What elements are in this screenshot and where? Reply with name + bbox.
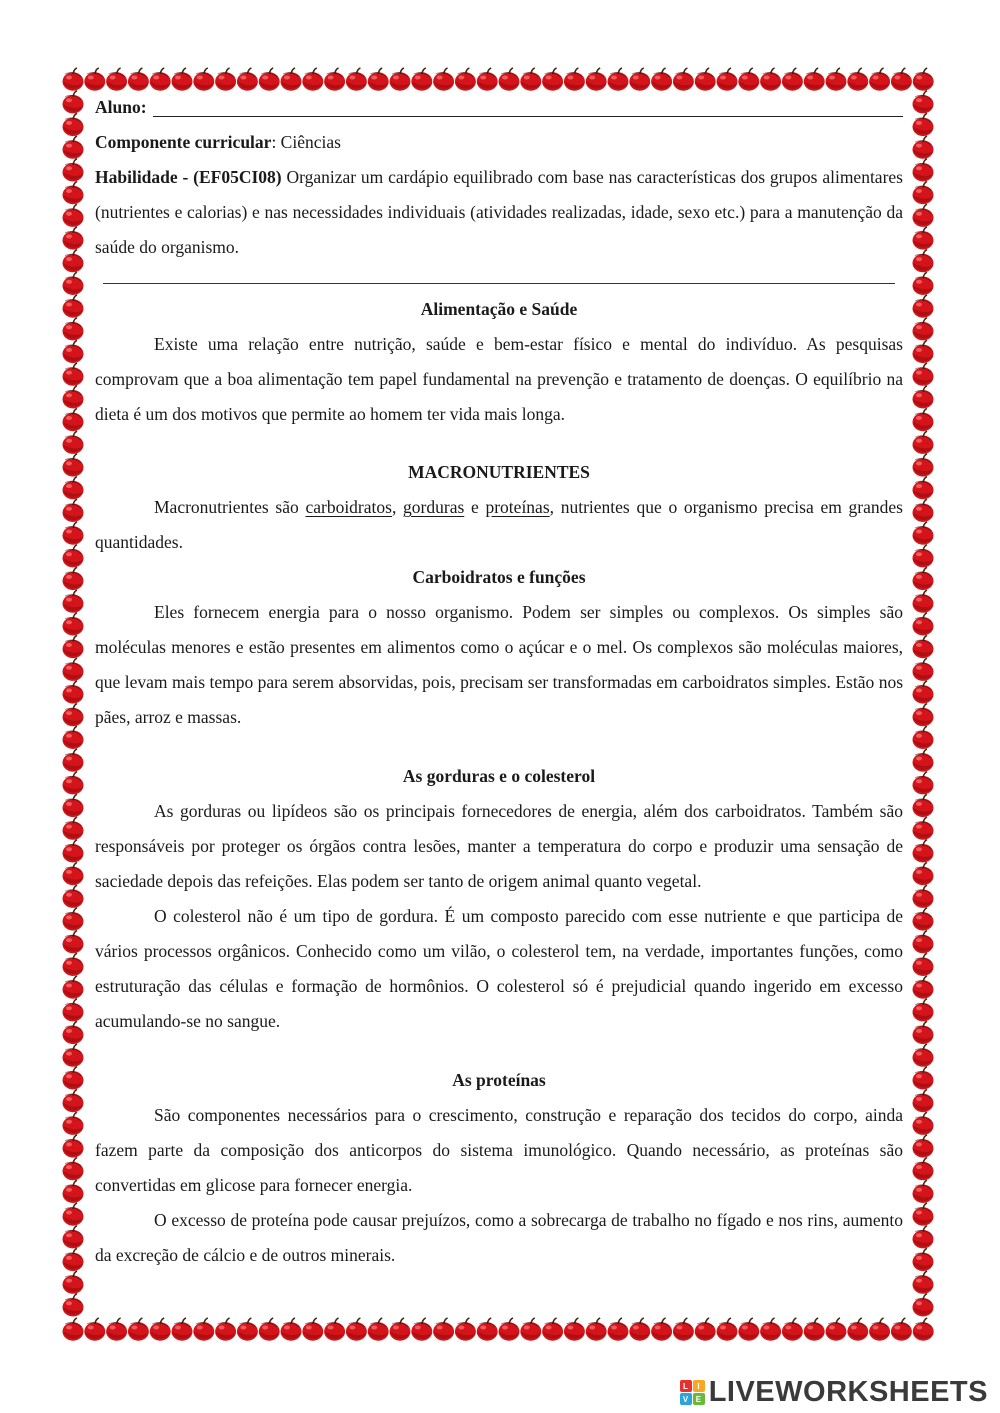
apple-icon <box>913 113 934 136</box>
apple-icon <box>302 1318 323 1341</box>
apple-icon <box>63 840 84 863</box>
worksheet-content <box>95 90 903 1273</box>
apple-icon <box>63 749 84 772</box>
apple-icon <box>63 1067 84 1090</box>
apple-icon <box>324 68 345 91</box>
apple-icon <box>281 68 302 91</box>
apple-icon <box>128 1318 149 1341</box>
term-gorduras: gorduras <box>403 497 465 517</box>
apple-icon <box>608 1318 629 1341</box>
apple-icon <box>63 1271 84 1294</box>
macro-sep2: e <box>464 497 486 517</box>
apple-icon <box>63 409 84 432</box>
apple-icon <box>673 68 694 91</box>
apple-icon <box>368 1318 389 1341</box>
apple-icon <box>629 1318 650 1341</box>
apple-icon <box>63 1318 84 1341</box>
apple-icon <box>913 885 934 908</box>
apple-icon <box>913 636 934 659</box>
apple-icon <box>913 272 934 295</box>
apple-icon <box>150 1318 171 1341</box>
apple-icon <box>302 68 323 91</box>
apple-icon <box>913 1067 934 1090</box>
macro-intro-start: Macronutrientes são <box>154 497 306 517</box>
apple-icon <box>215 1318 236 1341</box>
apple-icon <box>760 68 781 91</box>
apple-icon <box>433 68 454 91</box>
badge-letter: L <box>680 1380 692 1392</box>
section-title-carboidratos: Carboidratos e funções <box>412 567 586 587</box>
apple-icon <box>63 204 84 227</box>
skill-text: Organizar um cardápio equilibrado com base nas características dos grupos alimentares (nutrientes e calorias) e nas necessidades individuais (atividades realizadas, idade, sexo etc.) para a manutenção da saúde do organismo. <box>95 167 903 257</box>
apple-icon <box>433 1318 454 1341</box>
apple-icon <box>63 318 84 341</box>
apple-icon <box>259 1318 280 1341</box>
section-title-gorduras: As gorduras e o colesterol <box>402 766 596 786</box>
apple-icon <box>913 931 934 954</box>
apple-icon <box>215 68 236 91</box>
apple-icon <box>172 68 193 91</box>
apple-icon <box>651 68 672 91</box>
paragraph-gorduras-2: O colesterol não é um tipo de gordura. É um composto parecido com esse nutriente e que participa de vários processos orgânicos. Conhecido como um vilão, o colesterol tem, na verdade, importantes funções, como estruturação das células e formação de hormônios. O colesterol só é prejudicial quando ingerido em excesso acumulando-se no sangue. <box>95 906 903 1031</box>
apple-icon <box>913 454 934 477</box>
apple-icon <box>346 68 367 91</box>
apple-icon <box>390 68 411 91</box>
apple-icon <box>847 1318 868 1341</box>
paragraph-proteinas-2: O excesso de proteína pode causar prejuízos, como a sobrecarga de trabalho no fígado e nos rins, aumento da excreção de cálcio e de outros minerais. <box>95 1210 903 1265</box>
apple-icon <box>63 182 84 205</box>
apple-icon <box>564 1318 585 1341</box>
term-proteinas: proteínas <box>485 497 550 517</box>
apple-icon <box>629 68 650 91</box>
paragraph-proteinas-1: São componentes necessários para o crescimento, construção e reparação dos tecidos do corpo, ainda fazem parte da composição dos anticorpos do sistema imunológico. Quando necessário, as proteínas são convertidas em glicose para fornecer energia. <box>95 1105 903 1195</box>
apple-icon <box>63 272 84 295</box>
apple-icon <box>193 68 214 91</box>
apple-icon <box>63 431 84 454</box>
apple-icon <box>586 68 607 91</box>
apple-icon <box>913 1318 934 1341</box>
apple-icon <box>651 1318 672 1341</box>
apple-icon <box>63 1203 84 1226</box>
skill-description <box>95 160 903 265</box>
apple-icon <box>324 1318 345 1341</box>
student-name-row <box>95 90 903 125</box>
section-title-macronutrientes: MACRONUTRIENTES <box>408 462 590 482</box>
apple-icon <box>63 1248 84 1271</box>
apple-icon <box>913 250 934 273</box>
apple-icon <box>913 999 934 1022</box>
apple-icon <box>63 545 84 568</box>
apple-icon <box>913 908 934 931</box>
apple-icon <box>913 681 934 704</box>
badge-letter: V <box>680 1393 692 1405</box>
apple-icon <box>695 1318 716 1341</box>
apple-icon <box>913 499 934 522</box>
apple-icon <box>63 1294 84 1317</box>
section-title-proteinas: As proteínas <box>452 1070 546 1090</box>
component-label: Componente curricular <box>95 132 272 152</box>
apple-icon <box>542 68 563 91</box>
apple-icon <box>63 454 84 477</box>
apple-icon <box>63 953 84 976</box>
apple-icon <box>63 1090 84 1113</box>
apple-icon <box>63 681 84 704</box>
apple-icon <box>913 953 934 976</box>
term-carboidratos: carboidratos <box>305 497 392 517</box>
apple-icon <box>63 863 84 886</box>
apple-icon <box>63 68 84 91</box>
apple-icon <box>63 1226 84 1249</box>
apple-icon <box>128 68 149 91</box>
apple-icon <box>913 658 934 681</box>
apple-icon <box>782 68 803 91</box>
badge-letter: I <box>693 1380 705 1392</box>
apple-icon <box>63 250 84 273</box>
apple-icon <box>63 1135 84 1158</box>
apple-icon <box>913 1158 934 1181</box>
apple-icon <box>390 1318 411 1341</box>
apple-icon <box>913 136 934 159</box>
macro-sep1: , <box>391 497 404 517</box>
apple-icon <box>913 1135 934 1158</box>
apple-icon <box>913 726 934 749</box>
apple-icon <box>913 91 934 114</box>
apple-icon <box>63 477 84 500</box>
apple-icon <box>63 772 84 795</box>
apple-icon <box>913 204 934 227</box>
apple-icon <box>411 1318 432 1341</box>
logo-badge-icon <box>680 1380 705 1405</box>
apple-icon <box>499 1318 520 1341</box>
apple-icon <box>913 613 934 636</box>
apple-icon <box>913 1271 934 1294</box>
apple-icon <box>63 1021 84 1044</box>
apple-icon <box>84 68 105 91</box>
apple-icon <box>63 726 84 749</box>
apple-icon <box>717 68 738 91</box>
apple-icon <box>63 136 84 159</box>
apple-icon <box>63 1158 84 1181</box>
apple-icon <box>411 68 432 91</box>
apple-icon <box>150 68 171 91</box>
apple-icon <box>346 1318 367 1341</box>
section-title-alimentacao: Alimentação e Saúde <box>420 299 578 319</box>
apple-icon <box>455 68 476 91</box>
apple-icon <box>913 68 934 91</box>
apple-icon <box>913 409 934 432</box>
apple-icon <box>738 68 759 91</box>
paragraph-macronutrientes <box>95 490 903 560</box>
apple-icon <box>499 68 520 91</box>
apple-icon <box>63 885 84 908</box>
student-label: Aluno: <box>95 97 147 117</box>
apple-icon <box>913 794 934 817</box>
apple-icon <box>913 817 934 840</box>
separator-line <box>103 265 895 284</box>
apple-icon <box>63 363 84 386</box>
apple-icon <box>63 499 84 522</box>
apple-icon <box>106 1318 127 1341</box>
apple-icon <box>368 68 389 91</box>
apple-icon <box>695 68 716 91</box>
apple-icon <box>542 1318 563 1341</box>
apple-icon <box>913 976 934 999</box>
apple-icon <box>63 227 84 250</box>
apple-icon <box>913 863 934 886</box>
apple-icon <box>586 1318 607 1341</box>
apple-icon <box>63 159 84 182</box>
apple-icon <box>673 1318 694 1341</box>
apple-icon <box>63 613 84 636</box>
apple-icon <box>281 1318 302 1341</box>
apple-icon <box>913 1090 934 1113</box>
apple-icon <box>63 976 84 999</box>
apple-icon <box>63 295 84 318</box>
apple-icon <box>63 113 84 136</box>
apple-icon <box>520 1318 541 1341</box>
apple-icon <box>63 567 84 590</box>
apple-icon <box>237 1318 258 1341</box>
apple-icon <box>826 68 847 91</box>
apple-icon <box>869 68 890 91</box>
apple-icon <box>913 386 934 409</box>
apple-icon <box>63 590 84 613</box>
apple-icon <box>913 1203 934 1226</box>
apple-icon <box>84 1318 105 1341</box>
apple-icon <box>913 1226 934 1249</box>
macro-intro-end: , nutrientes que o organismo precisa em grandes quantidades. <box>95 497 903 552</box>
apple-icon <box>63 931 84 954</box>
apple-icon <box>891 1318 912 1341</box>
apple-icon <box>913 545 934 568</box>
apple-icon <box>782 1318 803 1341</box>
apple-icon <box>237 68 258 91</box>
apple-icon <box>106 68 127 91</box>
apple-icon <box>193 1318 214 1341</box>
apple-icon <box>826 1318 847 1341</box>
apple-icon <box>913 590 934 613</box>
apple-icon <box>63 636 84 659</box>
apple-icon <box>913 295 934 318</box>
apple-icon <box>913 567 934 590</box>
apple-icon <box>913 1112 934 1135</box>
apple-icon <box>760 1318 781 1341</box>
apple-icon <box>717 1318 738 1341</box>
skill-label: Habilidade - (EF05CI08) <box>95 167 282 187</box>
apple-icon <box>913 431 934 454</box>
apple-icon <box>913 522 934 545</box>
apple-icon <box>63 386 84 409</box>
apple-icon <box>63 1044 84 1067</box>
apple-icon <box>455 1318 476 1341</box>
apple-icon <box>913 363 934 386</box>
logo-text: LIVEWORKSHEETS <box>708 1376 988 1408</box>
apple-icon <box>913 159 934 182</box>
apple-icon <box>804 68 825 91</box>
apple-icon <box>913 477 934 500</box>
component-value: : Ciências <box>271 132 341 152</box>
apple-icon <box>520 68 541 91</box>
apple-icon <box>63 908 84 931</box>
apple-icon <box>913 182 934 205</box>
apple-icon <box>847 68 868 91</box>
apple-icon <box>804 1318 825 1341</box>
apple-icon <box>63 340 84 363</box>
apple-icon <box>564 68 585 91</box>
apple-icon <box>913 227 934 250</box>
apple-icon <box>477 1318 498 1341</box>
apple-icon <box>63 91 84 114</box>
apple-icon <box>913 340 934 363</box>
apple-icon <box>913 840 934 863</box>
apple-icon <box>63 658 84 681</box>
apple-icon <box>63 817 84 840</box>
apple-icon <box>477 68 498 91</box>
curricular-component <box>95 125 903 160</box>
apple-icon <box>608 68 629 91</box>
apple-icon <box>913 772 934 795</box>
apple-icon <box>63 794 84 817</box>
apple-icon <box>913 318 934 341</box>
apple-icon <box>913 1180 934 1203</box>
paragraph-gorduras-1: As gorduras ou lipídeos são os principais fornecedores de energia, além dos carboidratos. Também são responsáveis por proteger os órgãos contra lesões, manter a temperatura do corpo e produzir uma sensação de saciedade depois das refeições. Elas podem ser tanto de origem animal quanto vegetal. <box>95 801 903 891</box>
apple-icon <box>63 999 84 1022</box>
apple-icon <box>913 749 934 772</box>
apple-icon <box>913 1294 934 1317</box>
apple-icon <box>738 1318 759 1341</box>
apple-icon <box>913 1021 934 1044</box>
paragraph-carboidratos: Eles fornecem energia para o nosso organismo. Podem ser simples ou complexos. Os simples são moléculas menores e estão presentes em alimentos como o açúcar e o mel. Os complexos são moléculas maiores, que levam mais tempo para serem absorvidas, pois, precisam ser transformadas em carboidratos simples. Estão nos pães, arroz e massas. <box>95 602 903 727</box>
paragraph-alimentacao: Existe uma relação entre nutrição, saúde e bem-estar físico e mental do indivíduo. As pesquisas comprovam que a boa alimentação tem papel fundamental na prevenção e tratamento de doenças. O equilíbrio na dieta é um dos motivos que permite ao homem ter vida mais longa. <box>95 334 903 424</box>
apple-icon <box>172 1318 193 1341</box>
apple-icon <box>259 68 280 91</box>
student-name-field[interactable] <box>153 92 903 117</box>
apple-icon <box>869 1318 890 1341</box>
liveworksheets-logo[interactable] <box>680 1376 988 1409</box>
apple-icon <box>891 68 912 91</box>
apple-icon <box>63 1112 84 1135</box>
apple-icon <box>913 1044 934 1067</box>
apple-icon <box>913 1248 934 1271</box>
badge-letter: E <box>693 1393 705 1405</box>
apple-icon <box>63 522 84 545</box>
apple-icon <box>63 1180 84 1203</box>
apple-icon <box>63 704 84 727</box>
apple-icon <box>913 704 934 727</box>
